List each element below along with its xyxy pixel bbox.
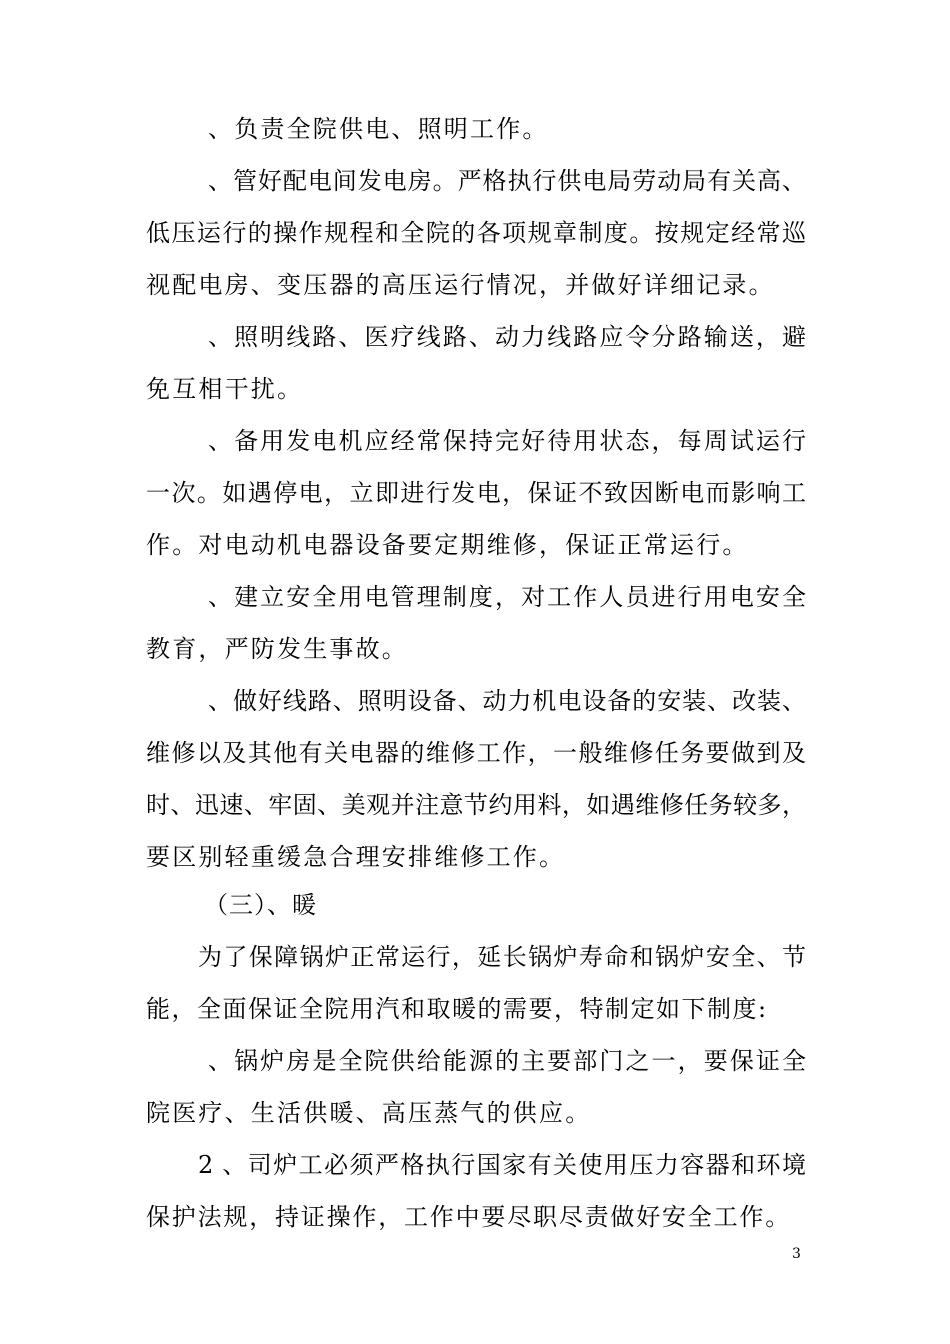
text-line-14: 时、迅速、牢固、美观并注意节约用料，如遇维修任务较多，	[146, 791, 806, 819]
page-number: 3	[792, 1246, 801, 1262]
text-line-17: 为了保障锅炉正常运行，延长锅炉寿命和锅炉安全、节	[198, 943, 806, 971]
text-line-7: 、备用发电机应经常保持完好待用状态，每周试运行	[208, 427, 806, 455]
text-line-10: 、建立安全用电管理制度，对工作人员进行用电安全	[208, 583, 806, 611]
text-line-21: 2 、司炉工必须严格执行国家有关使用压力容器和环境	[198, 1151, 806, 1179]
text-line-3: 低压运行的操作规程和全院的各项规章制度。按规定经常巡	[146, 219, 806, 247]
text-line-22: 保护法规，持证操作，工作中要尽职尽责做好安全工作。	[146, 1203, 791, 1231]
section-heading: （三）、暖	[204, 891, 317, 919]
text-line-6: 免互相干扰。	[146, 375, 304, 403]
text-line-1: 、负责全院供电、照明工作。	[208, 115, 549, 143]
text-line-20: 院医疗、生活供暖、高压蒸气的供应。	[146, 1099, 592, 1127]
text-line-2: 、管好配电间发电房。严格执行供电局劳动局有关高、	[208, 167, 806, 195]
text-line-13: 维修以及其他有关电器的维修工作，一般维修任务要做到及	[146, 739, 806, 767]
text-line-11: 教育，严防发生事故。	[146, 635, 408, 663]
text-line-19: 、锅炉房是全院供给能源的主要部门之一，要保证全	[208, 1047, 806, 1075]
text-line-9: 作。对电动机电器设备要定期维修，保证正常运行。	[146, 531, 749, 559]
text-line-4: 视配电房、变压器的高压运行情况，并做好详细记录。	[146, 271, 775, 299]
text-line-15: 要区别轻重缓急合理安排维修工作。	[146, 843, 566, 871]
text-line-12: 、做好线路、照明设备、动力机电设备的安装、改装、	[208, 687, 806, 715]
text-line-5: 、照明线路、医疗线路、动力线路应令分路输送，避	[208, 323, 806, 351]
text-line-18: 能，全面保证全院用汽和取暖的需要，特制定如下制度:	[146, 995, 768, 1023]
text-line-8: 一次。如遇停电，立即进行发电，保证不致因断电而影响工	[146, 479, 806, 507]
